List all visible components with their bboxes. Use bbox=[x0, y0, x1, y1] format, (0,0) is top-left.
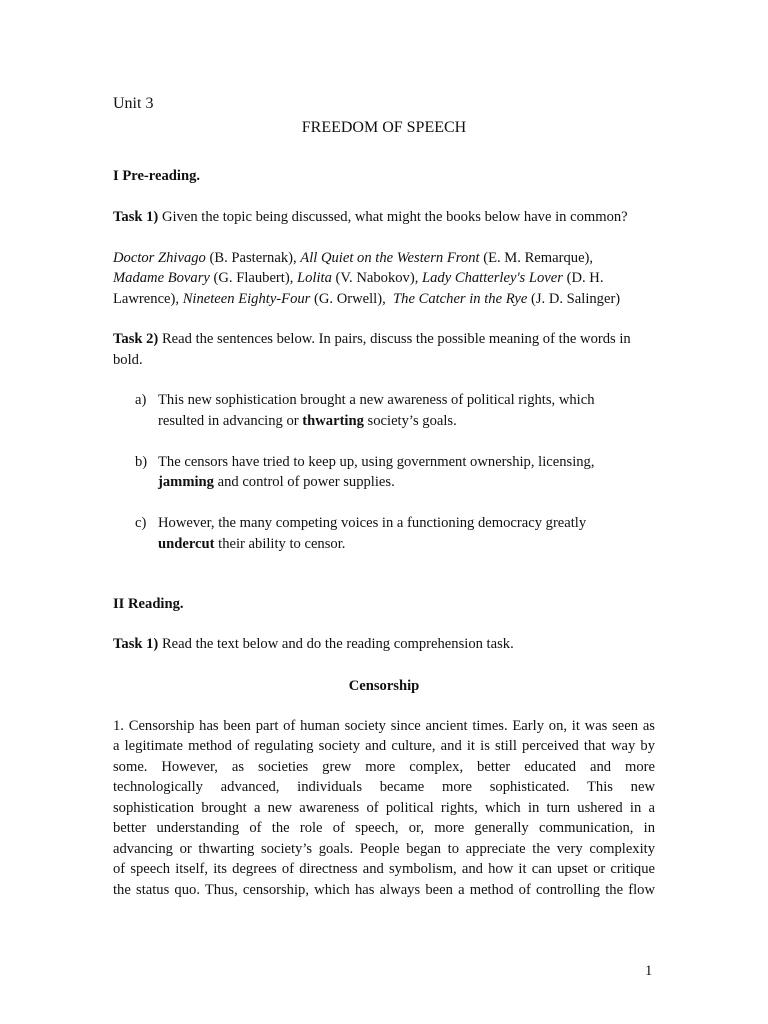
section-heading-reading: II Reading. bbox=[113, 596, 184, 612]
sentence-list bbox=[113, 390, 655, 554]
list-item bbox=[113, 513, 655, 554]
book-title: Nineteen Eighty-Four bbox=[182, 290, 311, 307]
bold-word: thwarting bbox=[302, 412, 364, 429]
paragraph-line: some. However, as societies grew more complex, better educated and more bbox=[113, 758, 655, 775]
paragraph-line: advancing or thwarting society’s goals. People began to appreciate the very complexity bbox=[113, 840, 655, 857]
book-title: Lolita bbox=[297, 270, 332, 286]
book-title: Doctor Zhivago bbox=[113, 249, 206, 266]
task1-instruction bbox=[113, 207, 655, 228]
book-author: (G. Flaubert), bbox=[209, 270, 297, 286]
sentence-line2-post: society’s goals. bbox=[363, 412, 457, 429]
book-title: The Catcher in the Rye bbox=[393, 290, 528, 307]
paragraph-line: better understanding of the role of speech, or, more generally communication, in bbox=[113, 820, 655, 836]
text-title: Censorship bbox=[348, 677, 420, 694]
paragraph-line: 1. Censorship has been part of human society since ancient times. Early on, it was seen as bbox=[113, 717, 655, 734]
book-author: (B. Pasternak), bbox=[205, 249, 301, 266]
document-page bbox=[113, 94, 655, 900]
task2-text-line1: Read the sentences below. In pairs, discuss the possible meaning of the words in bbox=[158, 331, 631, 347]
sentence-line1: However, the many competing voices in a functioning democracy greatly bbox=[158, 515, 587, 531]
list-item bbox=[113, 452, 655, 493]
book-author: (V. Nabokov), bbox=[331, 270, 422, 286]
sentence-line2-post: and control of power supplies. bbox=[213, 474, 395, 490]
book-author-prefix: Lawrence), bbox=[113, 290, 183, 307]
book-list bbox=[113, 248, 655, 310]
book-title: Lady Chatterley's Lover bbox=[422, 270, 563, 286]
reading-task1-text: Read the text below and do the reading comprehension task. bbox=[158, 636, 514, 652]
book-author: (E. M. Remarque), bbox=[479, 249, 594, 266]
book-title: Madame Bovary bbox=[113, 270, 210, 286]
task2-instruction bbox=[113, 329, 655, 370]
sentence-line1: The censors have tried to keep up, using government ownership, licensing, bbox=[158, 453, 595, 470]
book-author: (D. H. bbox=[562, 270, 604, 286]
section-heading-prereading: I Pre-reading. bbox=[113, 168, 201, 184]
task1-text: Given the topic being discussed, what might the books below have in common? bbox=[158, 209, 628, 225]
paragraph-line: sophistication brought a new awareness of political rights, which in turn ushered in a bbox=[113, 799, 655, 816]
list-item bbox=[113, 390, 655, 431]
list-marker: c) bbox=[135, 515, 147, 531]
unit-label: Unit 3 bbox=[113, 95, 154, 112]
page-number: 1 bbox=[645, 963, 653, 979]
paragraph-line: the status quo. Thus, censorship, which has always been a method of controlling the flow bbox=[113, 881, 655, 898]
sentence-line1: This new sophistication brought a new awareness of political rights, which bbox=[158, 392, 595, 408]
paragraph-line: of speech itself, its degrees of directness and symbolism, and how it can upset or critique bbox=[113, 861, 655, 877]
sentence-line2-post: their ability to censor. bbox=[214, 535, 346, 552]
reading-task1-label: Task 1) bbox=[113, 636, 159, 652]
paragraph-line: technologically advanced, individuals became more sophisticated. This new bbox=[113, 779, 655, 795]
paragraph-line: a legitimate method of regulating society and culture, and it is still perceived that way by bbox=[113, 738, 655, 754]
list-marker: a) bbox=[135, 392, 147, 408]
task1-label: Task 1) bbox=[113, 209, 159, 225]
list-marker: b) bbox=[135, 453, 148, 470]
book-author: (J. D. Salinger) bbox=[527, 290, 621, 307]
bold-word: undercut bbox=[158, 535, 215, 552]
page-title: FREEDOM OF SPEECH bbox=[301, 119, 467, 136]
bold-word: jamming bbox=[158, 474, 214, 490]
reading-paragraph bbox=[113, 716, 655, 901]
book-author: (G. Orwell), bbox=[310, 290, 394, 307]
task2-label: Task 2) bbox=[113, 331, 159, 347]
reading-task1-instruction bbox=[113, 634, 655, 655]
book-title: All Quiet on the Western Front bbox=[300, 249, 480, 266]
sentence-line2-pre: resulted in advancing or bbox=[158, 412, 303, 429]
task2-text-line2: bold. bbox=[113, 351, 143, 368]
